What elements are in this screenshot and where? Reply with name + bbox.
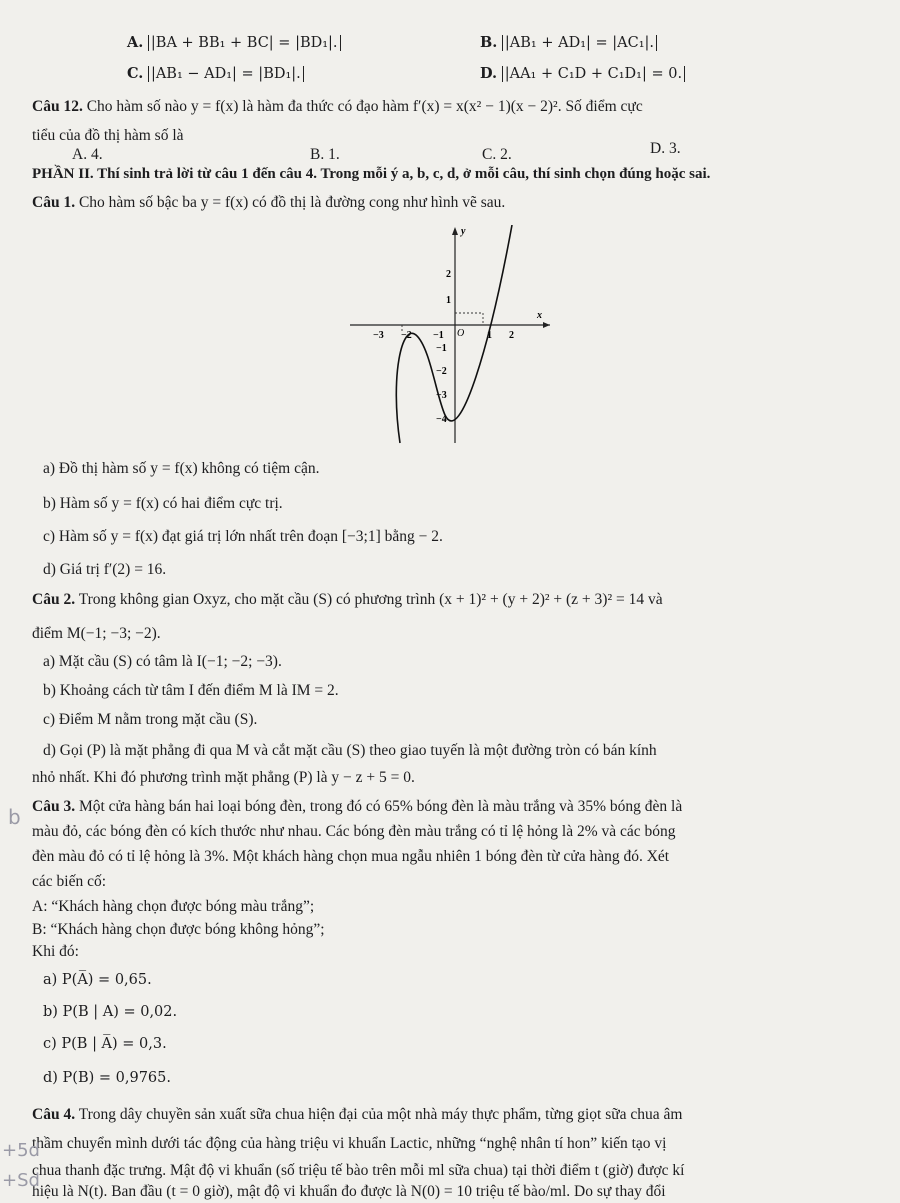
q4-line4: hiệu là N(t). Ban đầu (t = 0 giờ), mật độ vi khuẩn đo được là N(0) = 10 triệu tế bào/ml. Do sự thay đổi — [32, 1183, 666, 1200]
y-axis-label: y — [461, 226, 466, 237]
handwritten-mark: b — [8, 805, 21, 829]
y-tick-label: −3 — [436, 390, 447, 401]
q11-option-a-expr: |BA + BB₁ + BC| = |BD₁|. — [148, 35, 341, 51]
q2-a: a) Mặt cầu (S) có tâm là I(−1; −2; −3). — [43, 653, 282, 670]
origin-label: O — [457, 328, 465, 339]
q3-b: b) P(B | A) = 0,02. — [43, 1004, 178, 1020]
q3-event-a: A: “Khách hàng chọn được bóng màu trắng”; — [32, 898, 315, 915]
q3-d: d) P(B) = 0,9765. — [43, 1070, 171, 1086]
q3-line3: đèn màu đỏ có tỉ lệ hỏng là 3%. Một khách hàng chọn mua ngẫu nhiên 1 bóng đèn từ cửa hàng đó. Xét — [32, 848, 670, 865]
q1-label: Câu 1. — [32, 194, 76, 211]
x-axis-label: x — [537, 310, 542, 321]
q11-option-b-expr: |AB₁ + AD₁| = |AC₁|. — [502, 35, 657, 51]
q11-option-b: B. |AB₁ + AD₁| = |AC₁|. — [480, 33, 657, 53]
q11-option-d: D. |AA₁ + C₁D + C₁D₁| = 0. — [480, 64, 685, 84]
q2-d-line1: d) Gọi (P) là mặt phẳng đi qua M và cắt mặt cầu (S) theo giao tuyến là một đường tròn có bán kính — [43, 742, 657, 759]
q4-line3: chua thanh đặc trưng. Mật độ vi khuẩn (số triệu tế bào trên mỗi ml sữa chua) tại thời điểm t (giờ) được kí — [32, 1162, 685, 1179]
q4-line2: thầm chuyển mình dưới tác động của hàng triệu vi khuẩn Lactic, những “nghệ nhân tí hon” kiến tạo vị — [32, 1135, 667, 1152]
q4-label: Câu 4. — [32, 1106, 76, 1123]
cubic-curve — [396, 225, 512, 443]
q11-option-c-expr: |AB₁ − AD₁| = |BD₁|. — [148, 66, 304, 82]
y-tick-label: 2 — [446, 269, 451, 280]
q11-option-d-expr: |AA₁ + C₁D + C₁D₁| = 0. — [502, 66, 685, 82]
x-tick-label: 1 — [487, 330, 492, 341]
x-tick-label: 2 — [509, 330, 514, 341]
cubic-function-graph — [350, 225, 555, 445]
y-tick-label: −4 — [436, 414, 447, 425]
q12-option-c: C. 2. — [482, 146, 512, 163]
handwritten-mark: +5d — [2, 1140, 40, 1161]
q12-label: Câu 12. — [32, 98, 83, 115]
q12-option-d: D. 3. — [650, 140, 681, 157]
q3-khi-do: Khi đó: — [32, 943, 79, 960]
q12-line2: tiểu của đồ thị hàm số là — [32, 127, 184, 144]
q1-a: a) Đồ thị hàm số y = f(x) không có tiệm cận. — [43, 460, 320, 477]
q3-a: a) P(A̅) = 0,65. — [43, 972, 152, 988]
q3-line1: Câu 3. Một cửa hàng bán hai loại bóng đèn, trong đó có 65% bóng đèn là màu trắng và 35% bóng đèn là — [32, 798, 683, 815]
q2-b: b) Khoảng cách từ tâm I đến điểm M là IM = 2. — [43, 682, 339, 699]
q12-option-b: B. 1. — [310, 146, 340, 163]
x-tick-label: −1 — [433, 330, 444, 341]
q2-label: Câu 2. — [32, 591, 76, 608]
y-tick-label: −1 — [436, 343, 447, 354]
q2-d-line2: nhỏ nhất. Khi đó phương trình mặt phẳng (P) là y − z + 5 = 0. — [32, 769, 415, 786]
q1-stem: Câu 1. Cho hàm số bậc ba y = f(x) có đồ thị là đường cong như hình vẽ sau. — [32, 194, 506, 211]
part2-heading: PHẦN II. Thí sinh trả lời từ câu 1 đến câu 4. Trong mỗi ý a, b, c, d, ở mỗi câu, thí sinh chọn đúng hoặc sai. — [32, 166, 711, 182]
q2-line2: điểm M(−1; −3; −2). — [32, 625, 161, 642]
q2-c: c) Điểm M nằm trong mặt cầu (S). — [43, 711, 258, 728]
x-axis-arrow-icon — [543, 322, 550, 328]
q4-line1: Câu 4. Trong dây chuyền sản xuất sữa chua hiện đại của một nhà máy thực phẩm, từng giọt sữa chua âm — [32, 1106, 683, 1123]
q3-c: c) P(B | A̅) = 0,3. — [43, 1036, 167, 1052]
y-tick-label: 1 — [446, 295, 451, 306]
x-tick-label: −3 — [373, 330, 384, 341]
q1-c: c) Hàm số y = f(x) đạt giá trị lớn nhất trên đoạn [−3;1] bằng − 2. — [43, 528, 443, 545]
q1-b: b) Hàm số y = f(x) có hai điểm cực trị. — [43, 495, 283, 512]
q1-d: d) Giá trị f′(2) = 16. — [43, 561, 167, 578]
q3-label: Câu 3. — [32, 798, 76, 815]
y-tick-label: −2 — [436, 366, 447, 377]
q12-option-a: A. 4. — [72, 146, 103, 163]
q11-option-a: A. |BA + BB₁ + BC| = |BD₁|. — [127, 33, 341, 53]
x-tick-label: −2 — [401, 330, 412, 341]
q3-line2: màu đỏ, các bóng đèn có kích thước như nhau. Các bóng đèn màu trắng có tỉ lệ hỏng là 2% và các bóng — [32, 823, 676, 840]
q11-option-c: C. |AB₁ − AD₁| = |BD₁|. — [127, 64, 304, 84]
q3-event-b: B: “Khách hàng chọn được bóng không hỏng”; — [32, 921, 325, 938]
q12-line1: Câu 12. Cho hàm số nào y = f(x) là hàm đa thức có đạo hàm f′(x) = x(x² − 1)(x − 2)². Số điểm cực — [32, 98, 643, 115]
y-axis-arrow-icon — [452, 227, 458, 235]
q3-line4: các biến cố: — [32, 873, 107, 890]
handwritten-mark: +Sd — [2, 1170, 40, 1191]
q2-line1: Câu 2. Trong không gian Oxyz, cho mặt cầu (S) có phương trình (x + 1)² + (y + 2)² + (z + 3)² = 14 và — [32, 591, 663, 608]
